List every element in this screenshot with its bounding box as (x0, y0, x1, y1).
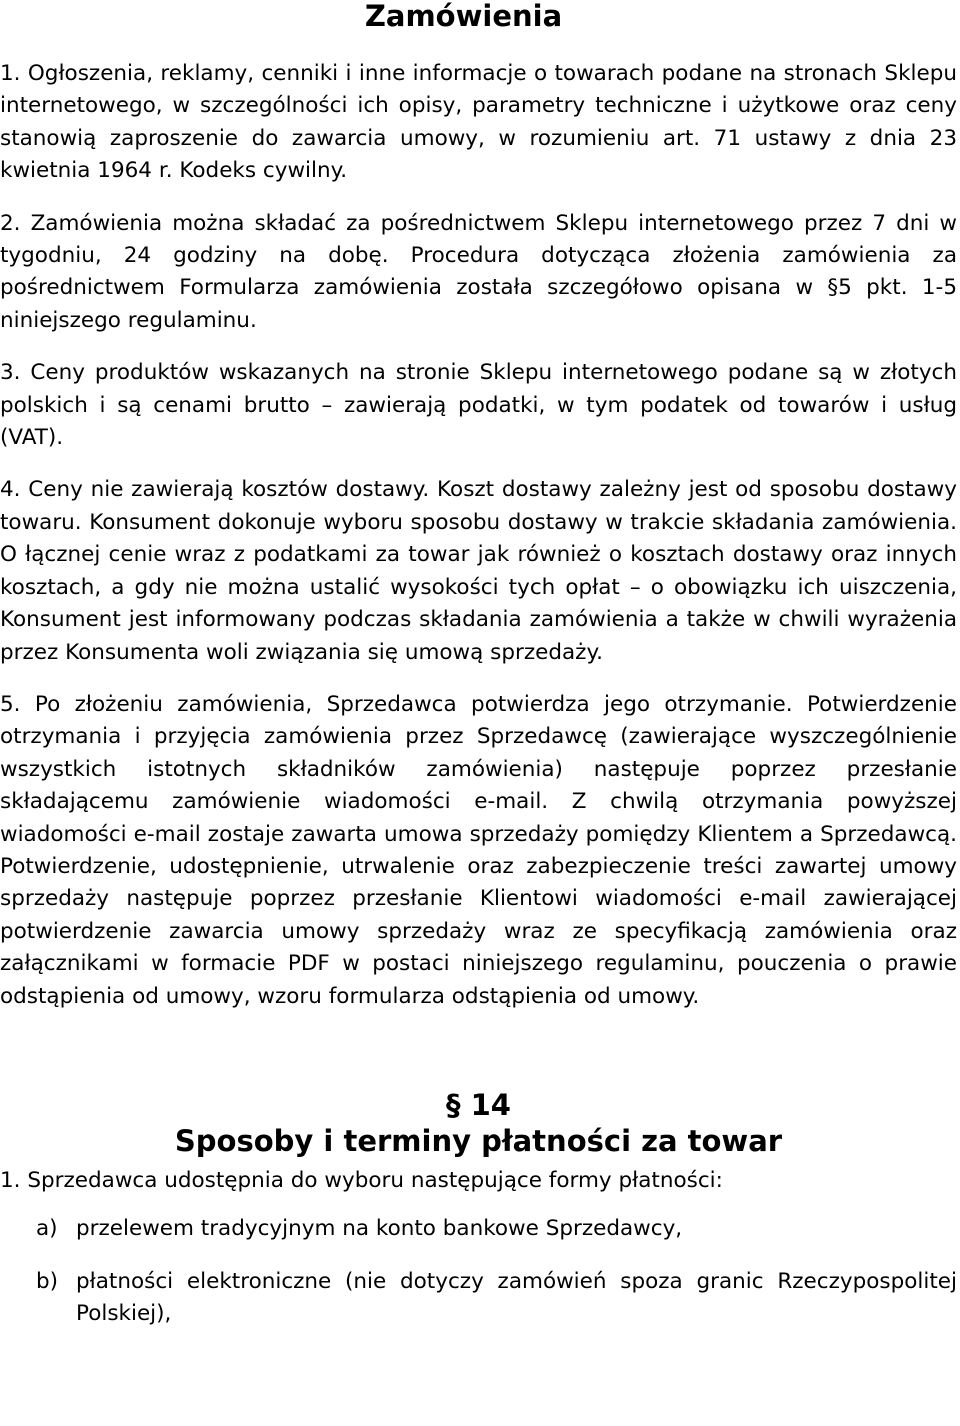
section-title: Sposoby i terminy płatności za towar (174, 1123, 783, 1158)
list-item-text: przelewem tradycyjnym na konto bankowe Sprzedawcy, (76, 1216, 683, 1242)
paragraph-5: 5. Po złożeniu zamówienia, Sprzedawca potwierdza jego otrzymanie. Potwierdzenie otrzymania i przyjęcia zamówienia przez Sprzedawcę (zawierające wyszczególnienie wszystkich istotnych składników zamówienia) następuje poprzez przesłanie składającemu zamówienie wiadomości e-mail. Z chwilą otrzymania powyższej wiadomości e-mail zostaje zawarta umowa sprzedaży pomiędzy Klientem a Sprzedawcą. Potwierdzenie, udostępnienie, utrwalenie oraz zabezpieczenie treści zawartej umowy sprzedaży następuje poprzez przesłanie Klientowi wiadomości e-mail zawierającej potwierdzenie zawarcia umowy sprzedaży wraz ze specyfikacją zamówienia oraz załącznikami w formacie PDF w postaci niniejszego regulaminu, pouczenia o prawie odstąpienia od umowy, wzoru formularza odstąpienia od umowy. (0, 691, 957, 1009)
list-item-text: płatności elektroniczne (nie dotyczy zamówień spoza granic Rzeczypospolitej Polskiej), (76, 1268, 957, 1327)
paragraph-1: 1. Ogłoszenia, reklamy, cenniki i inne informacje o towarach podane na stronach Sklepu internetowego, w szczególności ich opisy, parametry techniczne i użytkowe oraz ceny stanowią zaproszenie do zawarcia umowy, w rozumieniu art. 71 ustawy z dnia 23 kwietnia 1964 r. Kodeks cywilny. (0, 61, 957, 184)
payment-options-list (0, 1213, 957, 1330)
paragraph-4: 4. Ceny nie zawierają kosztów dostawy. Koszt dostawy zależny jest od sposobu dostawy towaru. Konsument dokonuje wyboru sposobu dostawy w trakcie składania zamówienia. O łącznej cenie wraz z podatkami za towar jak również o kosztach dostawy oraz innych kosztach, a gdy nie można ustalić wysokości tych opłat – o obowiązku ich uiszczenia, Konsument jest informowany podczas składania zamówienia a także w chwili wyrażenia przez Konsumenta woli związania się umową sprzedaży. (0, 477, 957, 665)
page-title: Zamówienia (364, 0, 563, 33)
list-item (0, 1213, 957, 1245)
paragraph-2: 2. Zamówienia można składać za pośrednictwem Sklepu internetowego przez 7 dni w tygodniu, 24 godziny na dobę. Procedura dotycząca złożenia zamówienia za pośrednictwem Formularza zamówienia została szczegółowo opisana w §5 pkt. 1-5 niniejszego regulaminu. (0, 210, 957, 333)
list-item-marker: a) (36, 1216, 58, 1242)
paragraph-3: 3. Ceny produktów wskazanych na stronie Sklepu internetowego podane są w złotych polskich i są cenami brutto – zawierają podatki, w tym podatek od towarów i usług (VAT). (0, 360, 957, 451)
section-intro: 1. Sprzedawca udostępnia do wyboru następujące formy płatności: (0, 1167, 723, 1193)
list-item-marker: b) (36, 1268, 59, 1294)
list-item (0, 1266, 957, 1331)
section-number: § 14 (446, 1087, 511, 1122)
section-heading (0, 1087, 957, 1159)
